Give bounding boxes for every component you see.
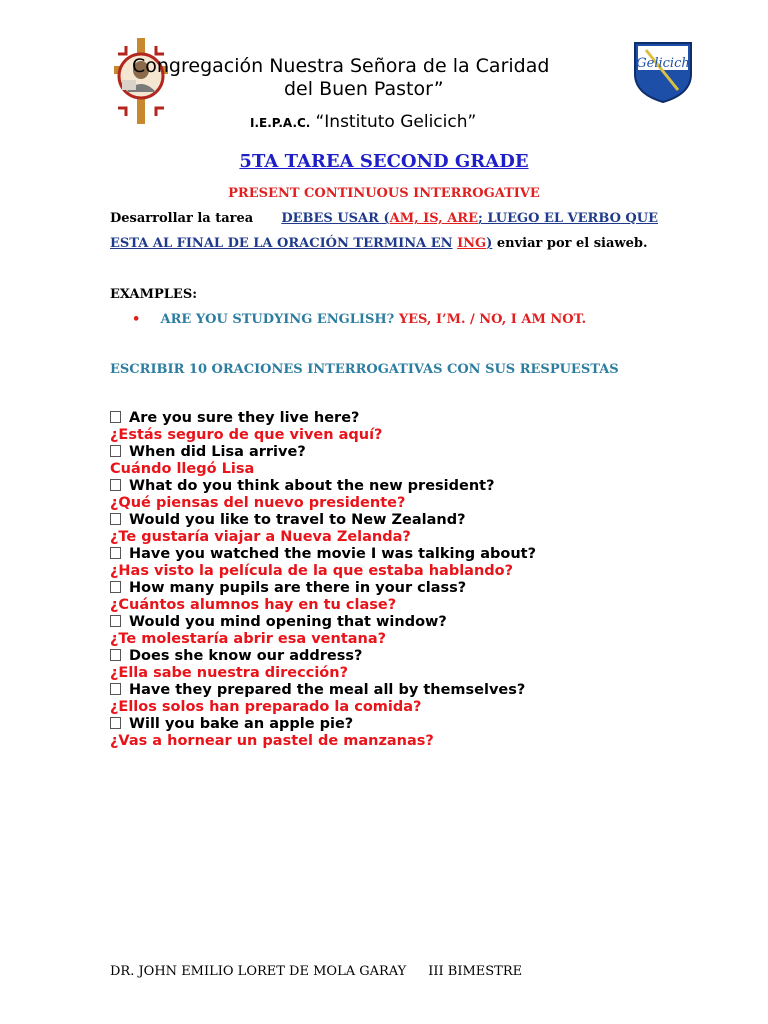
bullet-icon: • [132,312,141,327]
gelicich-shield-logo [632,40,694,104]
question-text: When did Lisa arrive? [129,444,306,460]
sentence-question [110,546,536,563]
checkbox-glyph-icon [110,581,121,593]
checkbox-glyph-icon [110,717,121,729]
checkbox-glyph-icon [110,615,121,627]
instr-enviar: enviar por el siaweb. [492,236,648,251]
congregation-title-line2: del Buen Pastor” [284,78,444,100]
sentence-answer: ¿Qué piensas del nuevo presidente? [110,495,406,511]
instr-debes: DEBES USAR ( [281,211,390,226]
sentence-answer: ¿Te gustaría viajar a Nueva Zelanda? [110,529,411,545]
sentence-question [110,580,536,597]
sentence-answer: ¿Estás seguro de que viven aquí? [110,427,383,443]
congregation-logo [108,36,174,126]
sentence-question [110,410,536,427]
example-question: ARE YOU STUDYING ENGLISH? [160,312,395,327]
page-subtitle: PRESENT CONTINUOUS INTERROGATIVE [228,186,540,201]
instr-ing: ING [457,236,487,251]
sentence-list [110,410,536,750]
sentence-question [110,716,536,733]
instr-text: Desarrollar la tarea [110,211,254,226]
sentence-question [110,682,536,699]
sentence-question [110,512,536,529]
examples-label: EXAMPLES: [110,287,198,302]
school-title: “Instituto Gelicich” [315,112,477,132]
question-text: Have they prepared the meal all by themselves? [129,682,526,698]
sentence-answer: ¿Ellos solos han preparado la comida? [110,699,422,715]
instr-esta: ESTA AL FINAL DE LA ORACIÓN TERMINA EN [110,236,453,251]
instr-paren: ) [486,236,493,251]
question-text: Does she know our address? [129,648,363,664]
instructions-line2 [110,236,648,251]
instr-luego: ; LUEGO EL VERBO QUE [478,211,658,226]
checkbox-glyph-icon [110,683,121,695]
question-text: Are you sure they live here? [129,410,360,426]
example-item [132,312,586,327]
task-instruction: ESCRIBIR 10 ORACIONES INTERROGATIVAS CON SUS RESPUESTAS [110,362,619,377]
footer [110,964,522,979]
instr-am-is-are: AM, IS, ARE [389,211,479,226]
checkbox-glyph-icon [110,445,121,457]
checkbox-glyph-icon [110,411,121,423]
sentence-answer: ¿Te molestaría abrir esa ventana? [110,631,387,647]
sentence-answer: ¿Has visto la película de la que estaba hablando? [110,563,514,579]
question-text: Would you like to travel to New Zealand? [129,512,466,528]
sentence-question [110,478,536,495]
instructions-line1 [110,211,658,226]
checkbox-glyph-icon [110,649,121,661]
sentence-question [110,614,536,631]
footer-term: III BIMESTRE [428,964,523,979]
checkbox-glyph-icon [110,547,121,559]
question-text: What do you think about the new president? [129,478,495,494]
question-text: How many pupils are there in your class? [129,580,467,596]
question-text: Would you mind opening that window? [129,614,447,630]
question-text: Have you watched the movie I was talking about? [129,546,536,562]
checkbox-glyph-icon [110,479,121,491]
page-title: 5TA TAREA SECOND GRADE [239,151,529,172]
school-name [250,112,476,132]
shield-text: Gelicich [636,56,690,71]
sentence-answer: Cuándo llegó Lisa [110,461,255,477]
example-answer: YES, I’M. / NO, I AM NOT. [398,312,587,327]
sentence-question [110,648,536,665]
sentence-answer: ¿Cuántos alumnos hay en tu clase? [110,597,397,613]
school-prefix: I.E.P.A.C. [250,116,311,130]
footer-author: DR. JOHN EMILIO LORET DE MOLA GARAY [110,964,407,979]
sentence-answer: ¿Vas a hornear un pastel de manzanas? [110,733,434,749]
sentence-answer: ¿Ella sabe nuestra dirección? [110,665,348,681]
congregation-title: Congregación Nuestra Señora de la Caridad [132,55,550,77]
sentence-question [110,444,536,461]
question-text: Will you bake an apple pie? [129,716,354,732]
checkbox-glyph-icon [110,513,121,525]
